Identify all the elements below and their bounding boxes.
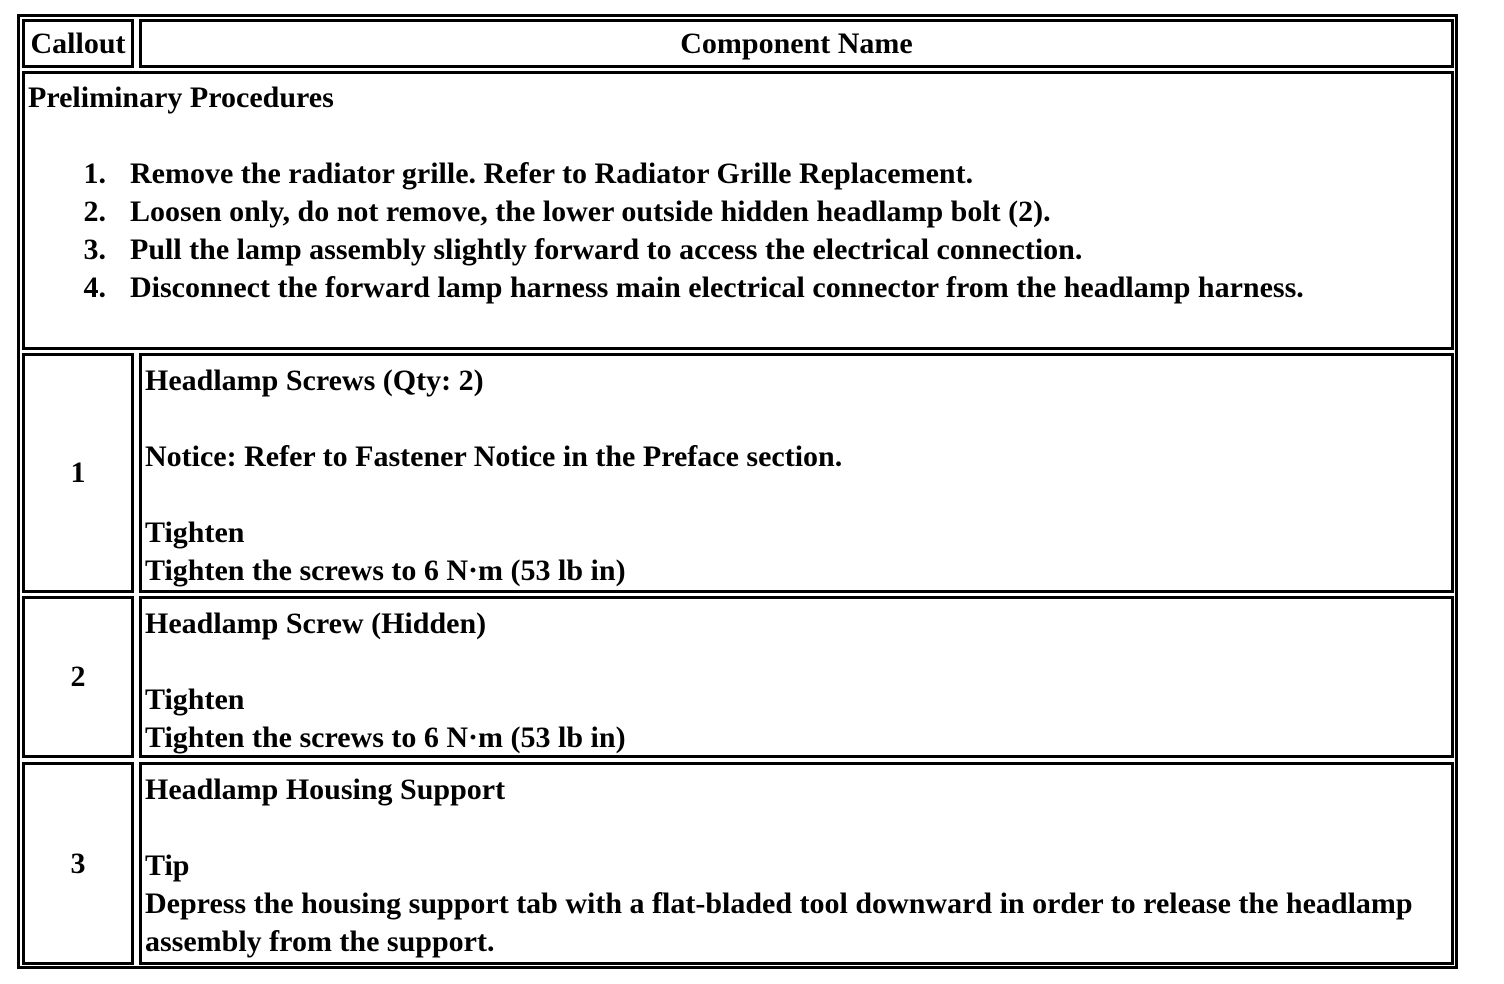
- step-text: Remove the radiator grille. Refer to Radiator Grille Replacement.: [130, 157, 974, 190]
- component-cell-3: [139, 762, 1454, 965]
- tip-text: Depress the housing support tab with a flat-bladed tool downward in order to release the headlamp assembly from the support.: [145, 887, 1413, 958]
- list-item: [28, 193, 1451, 231]
- callout-number: 3: [70, 846, 86, 880]
- step-text: Pull the lamp assembly slightly forward to access the electrical connection.: [130, 233, 1083, 266]
- list-item: [28, 231, 1451, 269]
- header-component-name-label: Component Name: [680, 26, 913, 60]
- component-name: Headlamp Screw (Hidden): [145, 607, 487, 640]
- list-item: [28, 155, 1451, 193]
- preliminary-steps-list: [28, 155, 1451, 307]
- tighten-label: Tighten: [145, 516, 245, 549]
- step-text: Loosen only, do not remove, the lower outside hidden headlamp bolt (2).: [130, 195, 1051, 228]
- list-item: [28, 269, 1451, 307]
- step-number: 4.: [83, 271, 106, 304]
- callout-cell-3: [22, 762, 134, 965]
- component-name: Headlamp Screws (Qty: 2): [145, 364, 484, 397]
- callout-cell-2: [22, 596, 134, 758]
- header-callout-cell: [22, 19, 134, 68]
- header-callout-label: Callout: [30, 26, 126, 60]
- component-cell-1: [139, 353, 1454, 593]
- callout-number: 2: [70, 660, 86, 693]
- tighten-spec: Tighten the screws to 6 N·m (53 lb in): [145, 721, 626, 754]
- preliminary-procedures-cell: [22, 71, 1454, 350]
- tighten-label: Tighten: [145, 683, 245, 716]
- component-cell-2: [139, 596, 1454, 758]
- step-number: 1.: [83, 157, 106, 190]
- step-text: Disconnect the forward lamp harness main electrical connector from the headlamp harness.: [130, 271, 1304, 304]
- callout-cell-1: [22, 353, 134, 593]
- step-number: 2.: [83, 195, 106, 228]
- callout-number: 1: [70, 456, 86, 489]
- notice-text: Notice: Refer to Fastener Notice in the Preface section.: [145, 440, 843, 473]
- preliminary-title: Preliminary Procedures: [28, 81, 334, 114]
- tighten-spec: Tighten the screws to 6 N·m (53 lb in): [145, 554, 626, 587]
- component-name: Headlamp Housing Support: [145, 773, 506, 806]
- tip-label: Tip: [145, 849, 190, 882]
- header-component-name-cell: [139, 19, 1454, 68]
- step-number: 3.: [83, 233, 106, 266]
